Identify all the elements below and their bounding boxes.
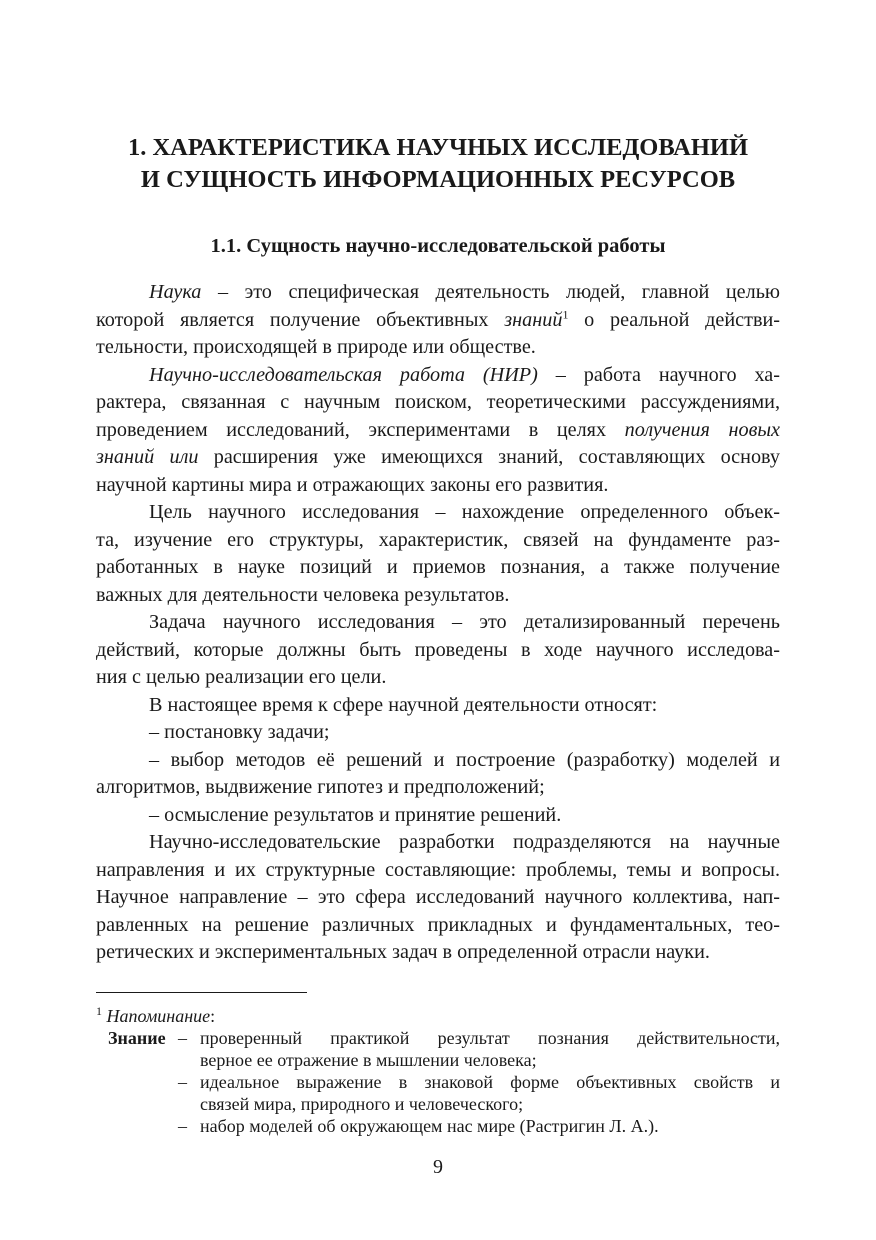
footnote-divider [96,992,307,993]
paragraph-6-line-4: равленных на решение различных прикладных и фундаментальных, тео- [96,913,780,936]
paragraph-3-line-1: Цель научного исследования – нахождение определенного объек- [149,501,780,523]
list-item-1: – постановку задачи; [149,721,330,743]
list-item-2-line-1: – выбор методов её решений и построение (разработку) моделей и [149,748,780,771]
chapter-title [96,132,780,196]
chapter-title-line-2: И СУЩНОСТЬ ИНФОРМАЦИОННЫХ РЕСУРСОВ [140,166,736,193]
footnote-definition-1-line-1: Знание – проверенный практикой результат познания действительности, [108,1028,780,1048]
paragraph-5-line-1: В настоящее время к сфере научной деятельности относят: [149,693,658,716]
paragraph-2-line-1: Научно-исследовательская работа (НИР) – работа научного ха- [149,363,780,386]
body-text [96,279,780,967]
paragraph-2-line-5: научной картины мира и отражающих законы его развития. [96,473,609,496]
paragraph-2-line-4: знаний или расширения уже имеющихся знаний, составляющих основу [96,446,780,468]
paragraph-6-line-1: Научно-исследовательские разработки подразделяются на научные [149,831,780,853]
paragraph-6-line-3: Научное направление – это сфера исследований научного коллектива, нап- [96,886,780,908]
term-znaniy: знаний [504,308,563,331]
list-item-2-line-2: алгоритмов, выдвижение гипотез и предположений; [96,776,545,798]
paragraph-4-line-3: ния с целью реализации его цели. [96,666,387,688]
list-item-3: – осмысление результатов и принятие решений. [149,803,562,826]
footnote-reference: 1 [562,306,569,321]
footnote-definition-1-line-2: верное ее отражение в мышлении человека; [200,1050,537,1070]
paragraph-1-line-3: тельности, происходящей в природе или обществе. [96,336,536,358]
footnote-label: $^1$ Напоминание: [96,1004,216,1026]
chapter-title-line-1: 1. ХАРАКТЕРИСТИКА НАУЧНЫХ ИССЛЕДОВАНИЙ [127,134,749,161]
paragraph-3-line-4: важных для деятельности человека результатов. [96,583,510,606]
footnote-definition-2-line-1: – идеальное выражение в знаковой форме объективных свойств и [178,1072,780,1092]
footnote-definition-2-line-2: связей мира, природного и человеческого; [200,1094,524,1114]
paragraph-1-line-2: которой является получение объективных знаний$^1$ о реальной действи- [96,306,781,331]
paragraph-4-line-1: Задача научного исследования – это детализированный перечень [149,611,780,633]
term-nir: Научно-исследовательская работа (НИР) [149,363,538,386]
paragraph-3-line-2: та, изучение его структуры, характеристик, связей на фундаменте раз- [96,528,780,551]
footnote-definitions [96,1027,780,1137]
section-title: 1.1. Сущность научно-исследовательской работы [210,235,666,257]
footnote-marker: 1 [96,1004,102,1018]
paragraph-1-line-1: Наука – это специфическая деятельность людей, главной целью [149,281,780,303]
footnote-definition-3: – набор моделей об окружающем нас мире (Растригин Л. А.). [178,1116,659,1136]
paragraph-2-line-2: рактера, связанная с научным поиском, теоретическими рассуждениями, [96,391,780,413]
footnote-term: Знание [108,1028,166,1048]
paragraph-2-line-3: проведением исследований, экспериментами в целях получения новых [96,418,780,441]
paragraph-6-line-2: направления и их структурные составляющие: проблемы, темы и вопросы. [96,858,780,881]
paragraph-4-line-2: действий, которые должны быть проведены в ходе научного исследова- [96,638,780,661]
paragraph-3-line-3: работанных в науке позиций и приемов познания, а также получение [96,556,780,578]
page-number: 9 [433,1156,443,1178]
footnote-dash: – [178,1028,187,1048]
term-nauka: Наука [149,281,202,303]
paragraph-6-line-5: ретических и экспериментальных задач в определенной отрасли науки. [96,941,710,963]
